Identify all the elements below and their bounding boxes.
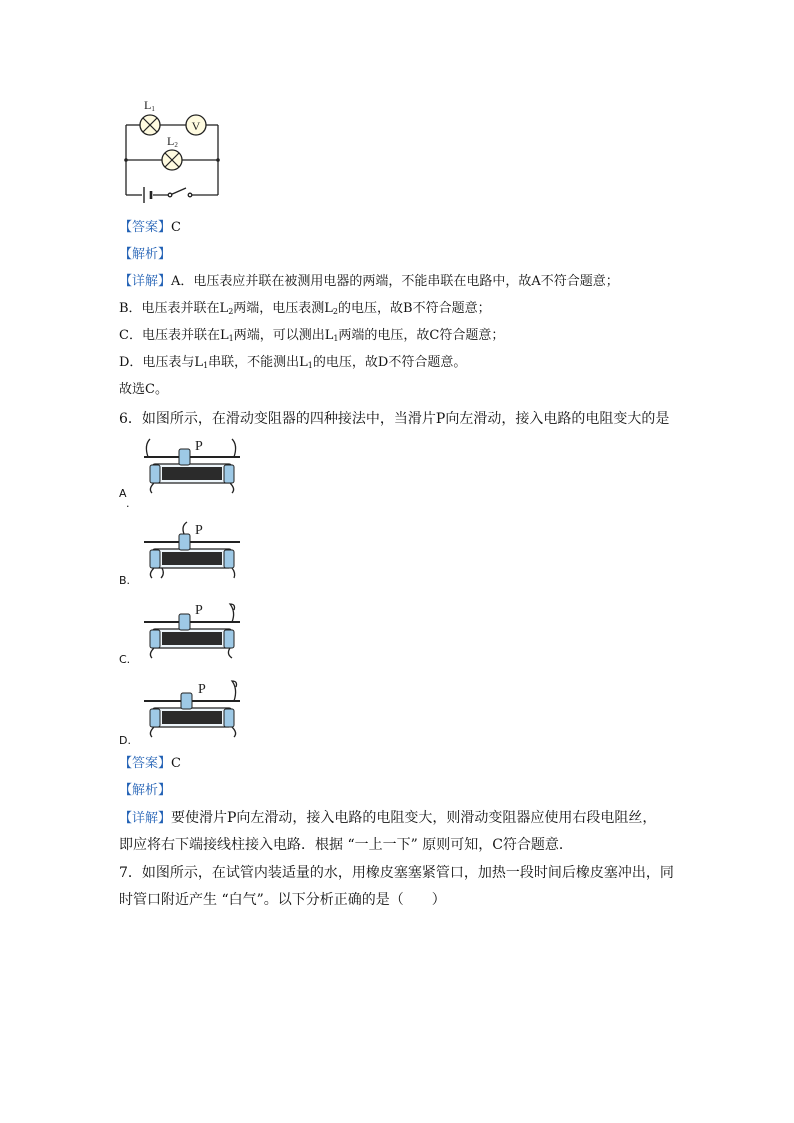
q5-detail-b: B．电压表并联在$L_2$两端，电压表测$L_2$的电压，故B不符合题意； <box>119 301 491 316</box>
slider-label: P <box>195 523 203 538</box>
q5-detail-a: 【详解】A．电压表应并联在被测用电器的两端，不能串联在电路中，故A不符合题意； <box>119 274 619 289</box>
slider-label: P <box>195 603 203 618</box>
q5-detail-d: D．电压表与$L_1$串联，不能测出$L_1$的电压，故D不符合题意。 <box>119 355 467 370</box>
rheostat-b-figure <box>140 518 250 580</box>
lamp-l2-label: L2 <box>167 134 178 149</box>
answer-tag: 【答案】 <box>119 220 172 235</box>
q6-stem: 6．如图所示，在滑动变阻器的四种接法中，当滑片P向左滑动，接入电路的电阻变大的是 <box>119 411 670 427</box>
lamp-l1-icon <box>140 115 160 135</box>
lamp-l1-label: L1 <box>144 98 155 113</box>
option-d-label: D. <box>119 734 131 747</box>
q7-stem-line2: 时管口附近产生 “白气”。以下分析正确的是（ ） <box>119 892 446 908</box>
q6-detail-line2: 即应将右下端接线柱接入电路．根据 “一上一下” 原则可知，C符合题意． <box>119 837 573 853</box>
rheostat-c-figure <box>140 598 250 660</box>
rheostat-c-body <box>144 604 240 658</box>
rheostat-a-figure <box>140 435 250 495</box>
option-a-label: A <box>119 487 127 500</box>
q6-detail-line1: 【详解】要使滑片P向左滑动，接入电路的电阻变大，则滑动变阻器应使用右段电阻丝， <box>119 810 657 826</box>
rheostat-a-body <box>144 439 240 493</box>
slider-label: P <box>195 439 203 454</box>
q7-stem-line1: 7．如图所示，在试管内装适量的水，用橡皮塞塞紧管口，加热一段时间后橡皮塞冲出，同 <box>119 865 674 881</box>
switch-icon <box>168 188 192 197</box>
battery-icon <box>144 187 151 203</box>
q6-answer: 【答案】C <box>119 756 181 771</box>
answer-tag: 【答案】 <box>119 756 172 771</box>
option-b-label: B. <box>119 574 131 587</box>
circuit-diagram <box>118 95 226 207</box>
option-a-dot: . <box>126 497 130 510</box>
option-c-label: C. <box>119 653 131 666</box>
q5-answer: 【答案】C <box>119 220 181 235</box>
q5-detail-c: C．电压表并联在$L_1$两端，可以测出$L_1$两端的电压，故C符合题意； <box>119 328 505 343</box>
q5-analysis-tag: 【解析】 <box>119 247 172 262</box>
slider-label: P <box>198 682 206 697</box>
rheostat-b-body <box>144 522 240 578</box>
voltmeter-icon <box>186 115 206 135</box>
q5-conclusion: 故选C。 <box>119 382 168 397</box>
rheostat-d-figure <box>140 675 250 741</box>
voltmeter-label: V <box>191 119 201 133</box>
rheostat-d-body <box>144 681 240 737</box>
q6-analysis-tag: 【解析】 <box>119 783 172 798</box>
lamp-l2-icon <box>162 150 182 170</box>
